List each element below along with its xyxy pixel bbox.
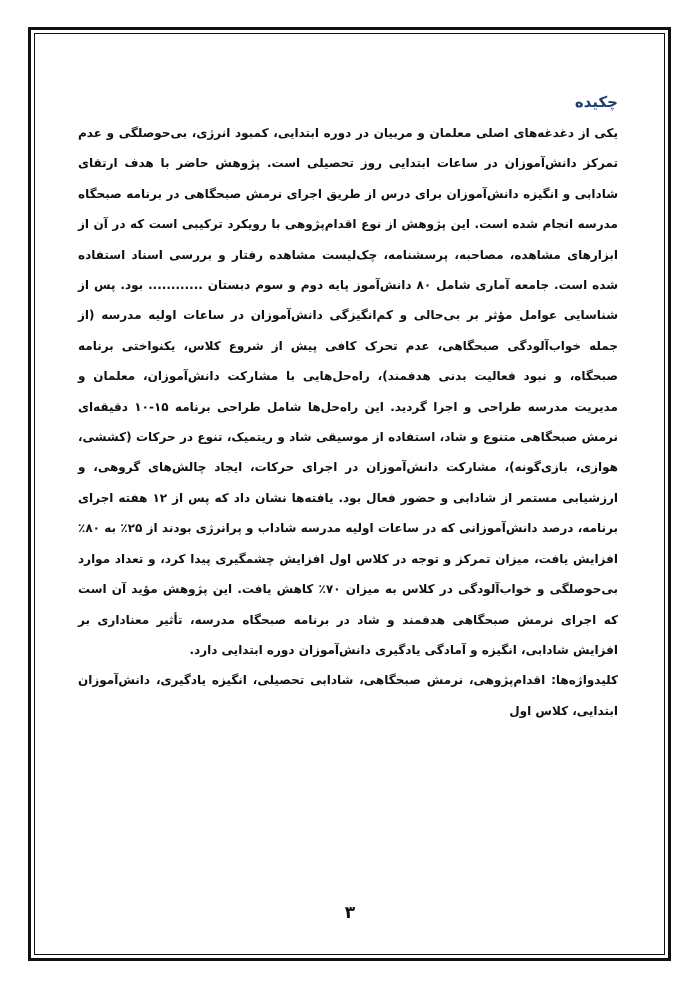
abstract-text: یکی از دغدغه‌های اصلی معلمان و مربیان در دوره ابتدایی، کمبود انرژی، بی‌حوصلگی و عدم تمرکز دانش‌آموزان در ساعات ابتدایی روز تحصیلی است. پژوهش حاضر با هدف ارتقای شادابی و انگیزه دانش‌آموزان برای درس از طریق اجرای نرمش صبحگاهی در برنامه صبحگاه مدرسه انجام شده است. این پژوهش از نوع اقدام‌پژوهی با رویکرد ترکیبی است که در آن از ابزارهای مشاهده، مصاحبه، پرسشنامه، چک‌لیست مشاهده رفتار و بررسی اسناد استفاده شده است. جامعه آماری شامل ۸۰ دانش‌آموز پایه دوم و سوم دبستان ............ بود. پس از شناسایی عوامل مؤثر بر بی‌حالی و کم‌انگیزگی دانش‌آموزان در ساعات اولیه مدرسه (از جمله خواب‌آلودگی صبحگاهی، عدم تحرک کافی پیش از شروع کلاس، یکنواختی برنامه صبحگاه، و نبود فعالیت بدنی هدفمند)، راه‌حل‌هایی با مشارکت دانش‌آموزان، معلمان و مدیریت مدرسه طراحی و اجرا گردید. این راه‌حل‌ها شامل طراحی برنامه ۱۵-۱۰ دقیقه‌ای نرمش صبحگاهی متنوع و شاد، استفاده از موسیقی شاد و ریتمیک، تنوع در حرکات (کششی، هوازی، بازی‌گونه)، مشارکت دانش‌آموزان در اجرای حرکات، ایجاد چالش‌های گروهی، و ارزشیابی مستمر از شادابی و حضور فعال بود. یافته‌ها نشان داد که پس از ۱۲ هفته اجرای برنامه، درصد دانش‌آموزانی که در ساعات اولیه مدرسه شاداب و پرانرژی بودند از ۲۵٪ به ۸۰٪ افزایش یافت، میزان تمرکز و توجه در کلاس اول افزایش چشمگیری پیدا کرد، و تعداد موارد بی‌حوصلگی و خواب‌آلودگی در کلاس به میزان ۷۰٪ کاهش یافت. این پژوهش مؤید آن است که اجرای نرمش صبحگاهی هدفمند و شاد در برنامه صبحگاه مدرسه، تأثیر معناداری بر افزایش شادابی، انگیزه و آمادگی یادگیری دانش‌آموزان دوره ابتدایی دارد. — [78, 126, 619, 657]
keywords-text: کلیدواژه‌ها: اقدام‌پژوهی، نرمش صبحگاهی، شادابی تحصیلی، انگیزه یادگیری، دانش‌آموزان ابتدایی، کلاس اول — [78, 673, 618, 718]
page-number: ۳ — [344, 903, 356, 923]
abstract-section — [78, 92, 618, 726]
abstract-heading: چکیده — [574, 93, 618, 111]
